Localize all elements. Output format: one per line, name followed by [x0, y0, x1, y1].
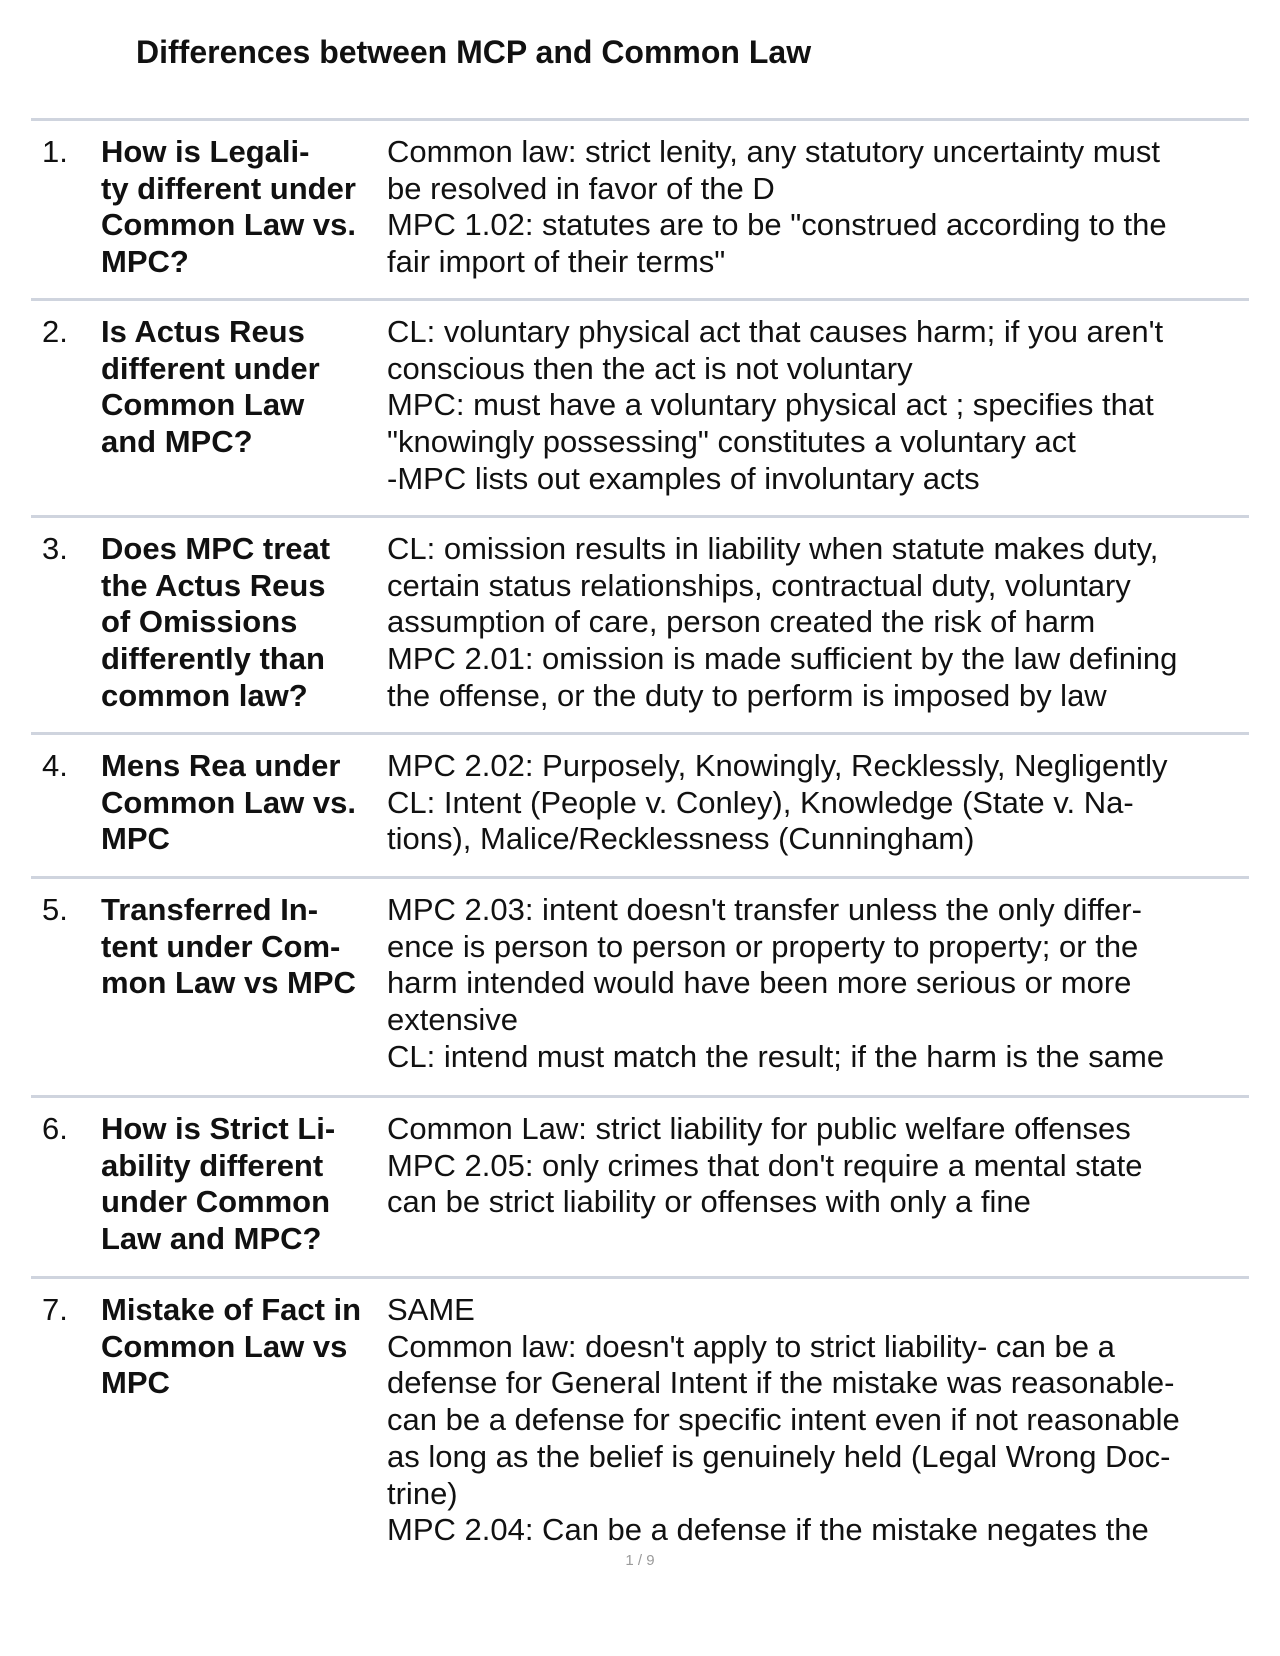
card-answer: Common Law: strict liability for public welfare offenses MPC 2.05: only crimes that don't require a mental state can be strict liability or offenses with only a fine — [387, 1111, 1143, 1220]
card-answer: MPC 2.03: intent doesn't transfer unless the only differ- ence is person to person or property to property; or the harm intended would have been more serious or more extensive CL: intend must match the result; if the harm is the same — [387, 892, 1165, 1074]
flashcard-3 — [31, 515, 1249, 734]
card-answer: CL: omission results in liability when statute makes duty, certain status relationships, contractual duty, voluntary assumption of care, person created the risk of harm MPC 2.01: omission is made sufficient by the law defining the offense, or the duty to perform is imposed by law — [387, 531, 1178, 713]
card-question: Transferred In- tent under Com- mon Law vs MPC — [101, 892, 356, 1001]
card-question: Mistake of Fact in Common Law vs MPC — [101, 1292, 362, 1401]
card-question: Is Actus Reus different under Common Law and MPC? — [101, 314, 320, 460]
card-question: How is Strict Li- ability different under Common Law and MPC? — [101, 1111, 336, 1257]
flashcard-7 — [31, 1276, 1249, 1546]
card-answer: SAME Common law: doesn't apply to strict liability- can be a defense for General Intent if the mistake was reasonable- can be a defense for specific intent even if not reasonable as long as the belief is genuinely held (Legal Wrong Doc- trine) MPC 2.04: Can be a defense if the mistake negates the — [387, 1292, 1180, 1548]
card-question: Mens Rea under Common Law vs. MPC — [101, 748, 356, 857]
card-answer: Common law: strict lenity, any statutory uncertainty must be resolved in favor of the D MPC 1.02: statutes are to be "construed according to the fair import of their terms" — [387, 134, 1167, 280]
card-number: 5. — [42, 892, 68, 927]
page-indicator: 1 / 9 — [625, 1552, 655, 1569]
card-number: 2. — [42, 314, 68, 349]
card-number: 4. — [42, 748, 68, 783]
flashcard-4 — [31, 732, 1249, 878]
card-number: 7. — [42, 1292, 68, 1327]
card-answer: MPC 2.02: Purposely, Knowingly, Recklessly, Negligently CL: Intent (People v. Conley), Knowledge (State v. Na- tions), Malice/Recklessness (Cunningham) — [387, 748, 1168, 857]
page-title: Differences between MCP and Common Law — [136, 34, 812, 70]
flashcard-1 — [31, 118, 1249, 300]
flashcard-6 — [31, 1095, 1249, 1278]
card-number: 3. — [42, 531, 68, 566]
card-number: 1. — [42, 134, 68, 169]
card-question: How is Legali- ty different under Common Law vs. MPC? — [101, 134, 356, 280]
card-answer: CL: voluntary physical act that causes harm; if you aren't conscious then the act is not voluntary MPC: must have a voluntary physical act ; specifies that "knowingly possessing" constitutes a voluntary act -MPC lists out examples of involuntary acts — [387, 314, 1164, 496]
card-question: Does MPC treat the Actus Reus of Omissions differently than common law? — [101, 531, 331, 713]
flashcard-2 — [31, 298, 1249, 517]
flashcard-5 — [31, 876, 1249, 1097]
card-number: 6. — [42, 1111, 68, 1146]
